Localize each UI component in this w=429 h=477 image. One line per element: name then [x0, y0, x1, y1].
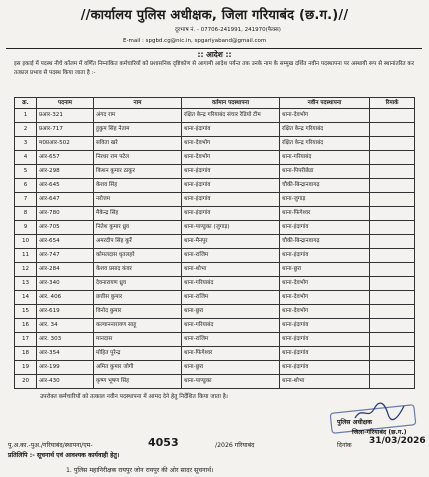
row-new-posting: थाना-जुगाड़	[280, 193, 370, 207]
row-remark	[370, 193, 415, 207]
row-new-posting: थाना-इंदागांव	[280, 361, 370, 375]
row-current-posting: थाना-पाण्डुका	[182, 375, 280, 389]
table-row	[15, 277, 415, 291]
row-serial: 5	[15, 165, 37, 179]
row-designation: आर-657	[37, 151, 94, 165]
row-name: अमरदीप सिंह कुर्रे	[94, 235, 182, 249]
row-current-posting: रक्षित केन्द्र गरियाबंद संचार रेडियो टीम	[182, 109, 280, 123]
row-name: छत्तीस कुमार	[94, 291, 182, 305]
header-current-posting: वर्तमान पदस्थापना	[182, 98, 280, 109]
row-designation: आर. 34	[37, 319, 94, 333]
table-row	[15, 235, 415, 249]
row-new-posting: थाना-गरियाबंद	[280, 151, 370, 165]
row-remark	[370, 137, 415, 151]
row-new-posting: थाना-देवभोग	[280, 305, 370, 319]
row-designation: आर-747	[37, 249, 94, 263]
row-designation: आर-199	[37, 361, 94, 375]
reference-number: 4053	[148, 436, 179, 449]
row-serial: 20	[15, 375, 37, 389]
header-designation: पदनाम	[37, 98, 94, 109]
row-remark	[370, 109, 415, 123]
row-serial: 15	[15, 305, 37, 319]
row-serial: 3	[15, 137, 37, 151]
date-label: दिनांक	[337, 442, 352, 449]
row-name: अमित कुमार जोगी	[94, 361, 182, 375]
row-serial: 6	[15, 179, 37, 193]
row-name: कोमलदास धृतलहरे	[94, 249, 182, 263]
row-remark	[370, 207, 415, 221]
table-row	[15, 151, 415, 165]
row-serial: 11	[15, 249, 37, 263]
row-current-posting: थाना-देवभोग	[182, 137, 280, 151]
date-value: 31/03/2026	[369, 436, 426, 446]
table-row	[15, 333, 415, 347]
row-designation: आर. 303	[37, 333, 94, 347]
row-name: देवनारायण ध्रुव	[94, 277, 182, 291]
row-serial: 9	[15, 221, 37, 235]
table-row	[15, 221, 415, 235]
row-current-posting: थाना-छुरा	[182, 305, 280, 319]
row-designation: आर-647	[37, 193, 94, 207]
row-serial: 16	[15, 319, 37, 333]
copy-item: 1. पुलिस महानिरीक्षक रायपुर जोन रायपुर की ओर सादर सूचनार्थ।	[66, 467, 214, 474]
row-name: नरोत्तम	[94, 193, 182, 207]
order-title: :: आदेश ::	[197, 50, 232, 59]
row-new-posting: चौकी-बिन्द्रानवागढ़	[280, 235, 370, 249]
row-remark	[370, 263, 415, 277]
reference-year: /2026 गरियाबंद	[215, 442, 255, 449]
office-phone: दूरभाष नं. - 07706-241991, 241970(फैक्स)	[175, 27, 281, 33]
row-current-posting: थाना-इंदागांव	[182, 123, 280, 137]
row-serial: 13	[15, 277, 37, 291]
row-new-posting: थाना-देवभोग	[280, 109, 370, 123]
closing-instruction: उपरोक्त कर्मचारियों को तत्काल नवीन पदस्थापना में आमद देने हेतु निर्देशित किया जाता है।	[40, 394, 228, 400]
table-row	[15, 193, 415, 207]
header-serial: क्र.	[15, 98, 37, 109]
row-designation: आर-705	[37, 221, 94, 235]
row-remark	[370, 291, 415, 305]
row-name: नितेश कुमार ध्रुव	[94, 221, 182, 235]
row-current-posting: थाना-इंदागांव	[182, 193, 280, 207]
table-header-row	[15, 98, 415, 109]
table-row	[15, 375, 415, 389]
row-serial: 10	[15, 235, 37, 249]
row-remark	[370, 347, 415, 361]
row-name: केशव सिंह	[94, 179, 182, 193]
row-remark	[370, 361, 415, 375]
row-new-posting: थाना-शोभा	[280, 375, 370, 389]
row-new-posting: थाना-देवभोग	[280, 277, 370, 291]
row-new-posting: रक्षित केन्द्र गरियाबंद	[280, 123, 370, 137]
row-remark	[370, 305, 415, 319]
row-designation: आर-354	[37, 347, 94, 361]
table-row	[15, 249, 415, 263]
row-remark	[370, 179, 415, 193]
row-new-posting: थाना-फिंगेश्वर	[280, 207, 370, 221]
table-row	[15, 179, 415, 193]
row-current-posting: थाना-गरियाबंद	[182, 277, 280, 291]
row-name: सविता खरे	[94, 137, 182, 151]
row-new-posting: रक्षित केन्द्र गरियाबंद	[280, 137, 370, 151]
table-row	[15, 263, 415, 277]
table-row	[15, 361, 415, 375]
table-row	[15, 109, 415, 123]
row-new-posting: थाना-इंदागांव	[280, 249, 370, 263]
header-new-posting: नवीन पदस्थापना	[280, 98, 370, 109]
header-remark: रिमार्क	[370, 98, 415, 109]
row-current-posting: थाना-राजिम	[182, 333, 280, 347]
row-remark	[370, 277, 415, 291]
row-name: कृष्ण भूषण सिंह	[94, 375, 182, 389]
row-new-posting: थाना-इंदागांव	[280, 221, 370, 235]
office-title: //कार्यालय पुलिस अधीक्षक, जिला गरियाबंद (छ.ग.)//	[80, 8, 349, 23]
table-row	[15, 137, 415, 151]
row-new-posting: थाना-इंदागांव	[280, 347, 370, 361]
row-new-posting: थाना-इंदागांव	[280, 319, 370, 333]
table-row	[15, 305, 415, 319]
row-serial: 12	[15, 263, 37, 277]
row-current-posting: थाना-गरियाबंद	[182, 319, 280, 333]
row-serial: 14	[15, 291, 37, 305]
row-designation: म0प्रआर-502	[37, 137, 94, 151]
reference-prefix: पु.अ.का.-पुअ./गरियाबंद/स्थापना/एम-	[8, 442, 93, 449]
row-remark	[370, 333, 415, 347]
row-current-posting: थाना-छुरा	[182, 361, 280, 375]
row-serial: 4	[15, 151, 37, 165]
row-current-posting: थाना-फिंगेश्वर	[182, 347, 280, 361]
table-row	[15, 347, 415, 361]
row-new-posting: थाना-पिपरीछेडा	[280, 165, 370, 179]
row-name: निरधर राम पटेल	[94, 151, 182, 165]
row-designation: आर-298	[37, 165, 94, 179]
row-serial: 17	[15, 333, 37, 347]
row-new-posting: चौकी-बिन्द्रानवागढ़	[280, 179, 370, 193]
row-current-posting: थाना-पाण्डुका (जुगाड़)	[182, 221, 280, 235]
row-serial: 1	[15, 109, 37, 123]
table-row	[15, 123, 415, 137]
row-remark	[370, 319, 415, 333]
row-new-posting: थाना-देवभोग	[280, 291, 370, 305]
row-current-posting: थाना-इंदागांव	[182, 179, 280, 193]
office-email: E-mail : spgbd.cg@nic.in, spgariyaband@gmail.com	[123, 38, 267, 44]
row-serial: 2	[15, 123, 37, 137]
row-remark	[370, 123, 415, 137]
row-designation: आर-340	[37, 277, 94, 291]
row-serial: 8	[15, 207, 37, 221]
row-new-posting: थाना-छुरा	[280, 263, 370, 277]
row-designation: आर. 406	[37, 291, 94, 305]
row-designation: प्रआर-717	[37, 123, 94, 137]
row-current-posting: थाना-शोभा	[182, 263, 280, 277]
row-designation: प्रआर-321	[37, 109, 94, 123]
row-designation: आर-619	[37, 305, 94, 319]
row-name: केशव प्रसाद कंवर	[94, 263, 182, 277]
row-name: विनोद कुमार	[94, 305, 182, 319]
row-new-posting: थाना-इंदागांव	[280, 333, 370, 347]
row-remark	[370, 249, 415, 263]
row-remark	[370, 165, 415, 179]
row-name: हुकुम सिंह नेताम	[94, 123, 182, 137]
row-current-posting: थाना-मैनपुर	[182, 235, 280, 249]
table-row	[15, 207, 415, 221]
row-designation: आर-430	[37, 375, 94, 389]
row-current-posting: थाना-राजिम	[182, 249, 280, 263]
header-divider	[6, 48, 422, 49]
row-name: अंगद राम	[94, 109, 182, 123]
table-row	[15, 291, 415, 305]
row-serial: 19	[15, 361, 37, 375]
copy-to-line: प्रतिलिपि :- सूचनार्थ एवं आवश्यक कार्यवाही हेतु।	[8, 452, 120, 459]
table-row	[15, 165, 415, 179]
row-current-posting: थाना-इंदागांव	[182, 207, 280, 221]
row-current-posting: थाना-देवभोग	[182, 151, 280, 165]
row-designation: आर-654	[37, 235, 94, 249]
row-name: मैकेन्द्र सिंह	[94, 207, 182, 221]
transfer-table	[14, 97, 415, 389]
signatory-title: पुलिस अधीक्षक	[337, 419, 372, 426]
row-name: किशन कुमार ठाकुर	[94, 165, 182, 179]
row-current-posting: थाना-राजिम	[182, 291, 280, 305]
row-designation: आर-780	[37, 207, 94, 221]
row-remark	[370, 221, 415, 235]
row-serial: 18	[15, 347, 37, 361]
table-row	[15, 319, 415, 333]
row-remark	[370, 235, 415, 249]
order-intro: इस इकाई में पदस्थ नीचे कॉलम में वर्णित निम्नांकित कर्मचारियों को प्रशासनिक दृष्टिकोण से आगामी आदेश पर्यन्त तक उनके नाम के सम्मुख दर्शित नवीन पदस्थापना पर अस्थायी रूप से स्थानांतरित कर तत्काल प्रभाव से पदस्थ किया जाता है :-	[14, 61, 414, 76]
row-name: मोहित पुरेन्द्र	[94, 347, 182, 361]
header-name: नाम	[94, 98, 182, 109]
row-designation: आर-645	[37, 179, 94, 193]
row-name: कल्याननारायण साहू	[94, 319, 182, 333]
signatory-district: जिला-गरियाबंद (छ.ग.)	[352, 429, 407, 436]
row-current-posting: थाना-इंदागांव	[182, 165, 280, 179]
row-serial: 7	[15, 193, 37, 207]
row-remark	[370, 151, 415, 165]
row-designation: आर-284	[37, 263, 94, 277]
row-name: मानदास	[94, 333, 182, 347]
row-remark	[370, 375, 415, 389]
